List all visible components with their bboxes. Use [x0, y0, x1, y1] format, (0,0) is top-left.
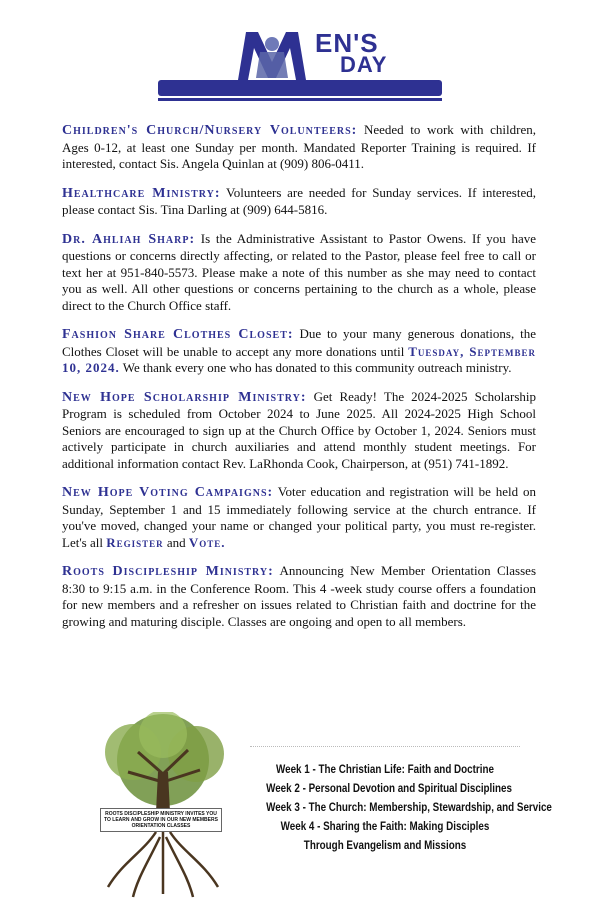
weeks-list [266, 760, 552, 855]
announcement-text: Voter education and registration will be held on Sunday, September 1 and 15 immediately following service at the church entrance. If you've moved, changed your name or changed your political party, you must re-register. Let's all [62, 484, 536, 550]
announcement-text: Is the Administrative Assistant to Pastor Owens. If you have questions or concerns directly affecting, or related to the Pastor, please feel free to call or text her at 951-840-5573. Please make a note of this number as she may need to contact you as well. All other questions or concerns pertaining to the church as a whole, please direct to the Church Office staff. [62, 230, 536, 313]
banner-title-bottom: DAY [340, 52, 388, 77]
tree-icon [88, 712, 238, 902]
tree-illustration [88, 712, 238, 902]
announcement-scholarship [62, 389, 536, 473]
announcement-roots-discipleship [62, 563, 536, 630]
announcement-date: Tuesday, September 10, 2024. [62, 343, 536, 375]
tree-caption: ROOTS DISCIPLESHIP MINISTRY INVITES YOU TO LEARN AND GROW IN OUR NEW MEMBERS ORIENTATION CLASSES [100, 808, 222, 832]
week-item: Week 3 - The Church: Membership, Stewardship, and Service [266, 800, 552, 814]
announcement-text: We thank every one who has donated to this community outreach ministry. [119, 360, 512, 375]
week-item: Week 1 - The Christian Life: Faith and Doctrine [276, 762, 494, 776]
vote-emphasis: Vote. [188, 534, 226, 550]
register-emphasis: Register [106, 534, 164, 550]
mens-day-banner [150, 22, 450, 102]
announcement-clothes-closet [62, 326, 536, 377]
banner-underline [158, 98, 442, 101]
announcement-text: and [163, 534, 189, 550]
announcement-healthcare [62, 185, 536, 219]
announcement-text: Get Ready! The 2024-2025 Scholarship Program is scheduled from October 2024 to June 2025. All 2024-2025 High School Seniors are encouraged to sign up at the Church Office by October 1, 2024. Seniors must actively participate in church auxiliaries and attend monthly student meetings. For additional information contact Rev. LaRhonda Cook, Chairperson, at (951) 741-1892. [62, 388, 536, 471]
announcement-heading: Dr. Ahliah Sharp: [62, 231, 196, 247]
announcement-dr-sharp [62, 231, 536, 315]
announcement-childrens-church [62, 122, 536, 173]
announcement-text: Needed to work with children, Ages 0-12, at least one Sunday per month. Mandated Reporter Training is required. If interested, contact Sis. Angela Quinlan at (909) 806-0411. [62, 122, 537, 171]
week-item: Week 4 - Sharing the Faith: Making Disciples [280, 819, 490, 833]
announcement-text: Due to your many generous donations, the Clothes Closet will be unable to accept any more donations until [62, 326, 537, 359]
announcement-voting [62, 484, 536, 551]
announcement-text: Volunteers are needed for Sunday services. If interested, please contact Sis. Tina Darling at (909) 644-5816. [62, 184, 536, 217]
announcement-text: Announcing New Member Orientation Classes 8:30 to 9:15 a.m. in the Conference Room. This 4 -week study course offers a foundation for new members and a refresher on issues related to Christian faith and doctrine for the growing and maturing disciple. Classes are ongoing and open to all members. [62, 563, 536, 629]
announcement-heading: Children's Church/Nursery Volunteers: [62, 123, 358, 138]
week-item: Through Evangelism and Missions [303, 838, 467, 852]
week-item: Week 2 - Personal Devotion and Spiritual Disciplines [266, 781, 512, 795]
announcement-heading: Healthcare Ministry: [62, 185, 221, 201]
announcement-heading: New Hope Scholarship Ministry: [62, 389, 307, 405]
announcement-heading: New Hope Voting Campaigns: [62, 485, 274, 500]
banner-title-top: EN'S [315, 28, 379, 58]
divider [250, 746, 520, 747]
banner-bar [158, 80, 442, 96]
announcement-heading: Fashion Share Clothes Closet: [62, 327, 294, 342]
announcements [62, 122, 536, 642]
announcement-heading: Roots Discipleship Ministry: [62, 564, 274, 579]
